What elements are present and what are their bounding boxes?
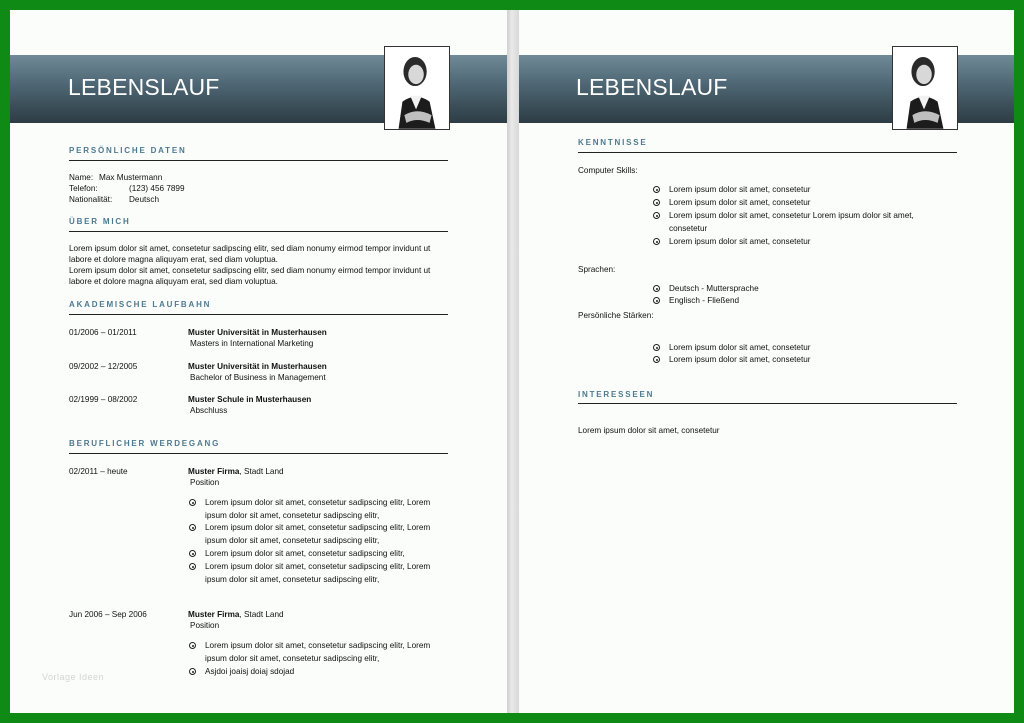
- bullet-text: Lorem ipsum dolor sit amet, consetetur: [669, 355, 811, 364]
- edu-date: 01/2006 – 01/2011: [69, 328, 137, 337]
- circle-dot-icon: [189, 550, 196, 557]
- bullet-text: Asjdoi joaisj doiaj sdojad: [205, 667, 295, 676]
- bullet-text: Lorem ipsum dolor sit amet, consetetur sadipscing elitr, Lorem: [205, 641, 431, 650]
- edu-degree: Bachelor of Business in Management: [190, 373, 326, 382]
- bullet-text: ipsum dolor sit amet, consetetur sadipscing elitr,: [205, 510, 380, 520]
- edu-school: Muster Universität in Musterhausen: [188, 328, 327, 337]
- interests-text: Lorem ipsum dolor sit amet, consetetur: [578, 426, 720, 435]
- section-rule: [578, 152, 957, 153]
- job-company: Muster Firma: [188, 610, 240, 619]
- circle-dot-icon: [653, 344, 660, 351]
- section-rule: [69, 314, 448, 315]
- bullet-text: Lorem ipsum dolor sit amet, consetetur Lorem ipsum dolor sit amet,: [669, 211, 914, 220]
- bullet-text: consetetur: [669, 223, 708, 233]
- circle-dot-icon: [653, 212, 660, 219]
- circle-dot-icon: [189, 524, 196, 531]
- section-title-interests: INTERESSEEN: [578, 390, 655, 399]
- job-location: , Stadt Land: [239, 610, 284, 619]
- label-phone: Telefon:: [69, 184, 98, 193]
- person-photo-icon: [385, 47, 449, 129]
- job-position: Position: [190, 621, 220, 630]
- circle-dot-icon: [653, 356, 660, 363]
- about-line: labore et dolore magna aliquyam erat, sed diam voluptua.: [69, 255, 278, 264]
- edu-date: 09/2002 – 12/2005: [69, 362, 138, 371]
- circle-dot-icon: [653, 199, 660, 206]
- label-computer-skills: Computer Skills:: [578, 166, 638, 175]
- page-title: LEBENSLAUF: [576, 74, 728, 100]
- cv-page-2: [519, 10, 1014, 713]
- circle-dot-icon: [189, 499, 196, 506]
- edu-date: 02/1999 – 08/2002: [69, 395, 138, 404]
- circle-dot-icon: [653, 285, 660, 292]
- label-nationality: Nationalität:: [69, 195, 113, 204]
- page-divider: [507, 10, 519, 713]
- bullet-text: Lorem ipsum dolor sit amet, consetetur: [669, 237, 811, 246]
- job-company: Muster Firma: [188, 467, 240, 476]
- section-title-career: BERUFLICHER WERDEGANG: [69, 439, 221, 448]
- bullet-text: ipsum dolor sit amet, consetetur sadipscing elitr,: [205, 574, 380, 584]
- value-nationality: Deutsch: [129, 195, 160, 204]
- section-title-personal: PERSÖNLICHE DATEN: [69, 146, 187, 155]
- circle-dot-icon: [189, 563, 196, 570]
- bullet-text: Englisch - Fließend: [669, 296, 740, 305]
- page-title: LEBENSLAUF: [68, 74, 220, 100]
- profile-photo: [892, 46, 958, 130]
- section-rule: [69, 160, 448, 161]
- section-rule: [578, 403, 957, 404]
- bullet-text: ipsum dolor sit amet, consetetur sadipscing elitr,: [205, 653, 380, 663]
- section-title-skills: KENNTNISSE: [578, 138, 648, 147]
- bullet-text: Lorem ipsum dolor sit amet, consetetur sadipscing elitr, Lorem: [205, 523, 431, 532]
- job-location: , Stadt Land: [239, 467, 284, 476]
- about-line: Lorem ipsum dolor sit amet, consetetur sadipscing elitr, sed diam nonumy eirmod tempor invidunt ut: [69, 266, 431, 275]
- circle-dot-icon: [653, 186, 660, 193]
- label-languages: Sprachen:: [578, 265, 616, 274]
- job-position: Position: [190, 478, 220, 487]
- edu-school: Muster Schule in Musterhausen: [188, 395, 312, 404]
- bullet-text: Lorem ipsum dolor sit amet, consetetur: [669, 185, 811, 194]
- circle-dot-icon: [653, 297, 660, 304]
- circle-dot-icon: [189, 642, 196, 649]
- bullet-text: Lorem ipsum dolor sit amet, consetetur: [669, 198, 811, 207]
- label-strengths: Persönliche Stärken:: [578, 311, 654, 320]
- profile-photo: [384, 46, 450, 130]
- value-name: Max Mustermann: [99, 173, 163, 182]
- about-line: Lorem ipsum dolor sit amet, consetetur sadipscing elitr, sed diam nonumy eirmod tempor invidunt ut: [69, 244, 431, 253]
- job-date: 02/2011 – heute: [69, 467, 128, 476]
- edu-degree: Abschluss: [190, 406, 228, 415]
- edu-degree: Masters in International Marketing: [190, 339, 314, 348]
- bullet-text: Lorem ipsum dolor sit amet, consetetur sadipscing elitr, Lorem: [205, 498, 431, 507]
- document-viewer: [10, 10, 1014, 713]
- job-company-line: [188, 466, 284, 478]
- section-title-education: AKADEMISCHE LAUFBAHN: [69, 300, 212, 309]
- circle-dot-icon: [653, 238, 660, 245]
- section-rule: [69, 231, 448, 232]
- bullet-text: ipsum dolor sit amet, consetetur sadipscing elitr,: [205, 535, 380, 545]
- circle-dot-icon: [189, 668, 196, 675]
- bullet-text: Lorem ipsum dolor sit amet, consetetur sadipscing elitr, Lorem: [205, 562, 431, 571]
- value-phone: (123) 456 7899: [129, 184, 185, 193]
- cv-page-1: [10, 10, 507, 713]
- job-date: Jun 2006 – Sep 2006: [69, 610, 147, 619]
- label-name: Name:: [69, 173, 94, 182]
- section-title-about: ÜBER MICH: [69, 217, 131, 226]
- bullet-text: Lorem ipsum dolor sit amet, consetetur: [669, 343, 811, 352]
- job-company-line: [188, 609, 284, 621]
- watermark: Vorlage Ideen: [42, 672, 105, 682]
- bullet-text: Lorem ipsum dolor sit amet, consetetur sadipscing elitr,: [205, 549, 405, 558]
- section-rule: [69, 453, 448, 454]
- person-photo-icon: [893, 47, 957, 129]
- bullet-text: Deutsch - Muttersprache: [669, 284, 759, 293]
- edu-school: Muster Universität in Musterhausen: [188, 362, 327, 371]
- about-line: labore et dolore magna aliquyam erat, sed diam voluptua.: [69, 277, 278, 286]
